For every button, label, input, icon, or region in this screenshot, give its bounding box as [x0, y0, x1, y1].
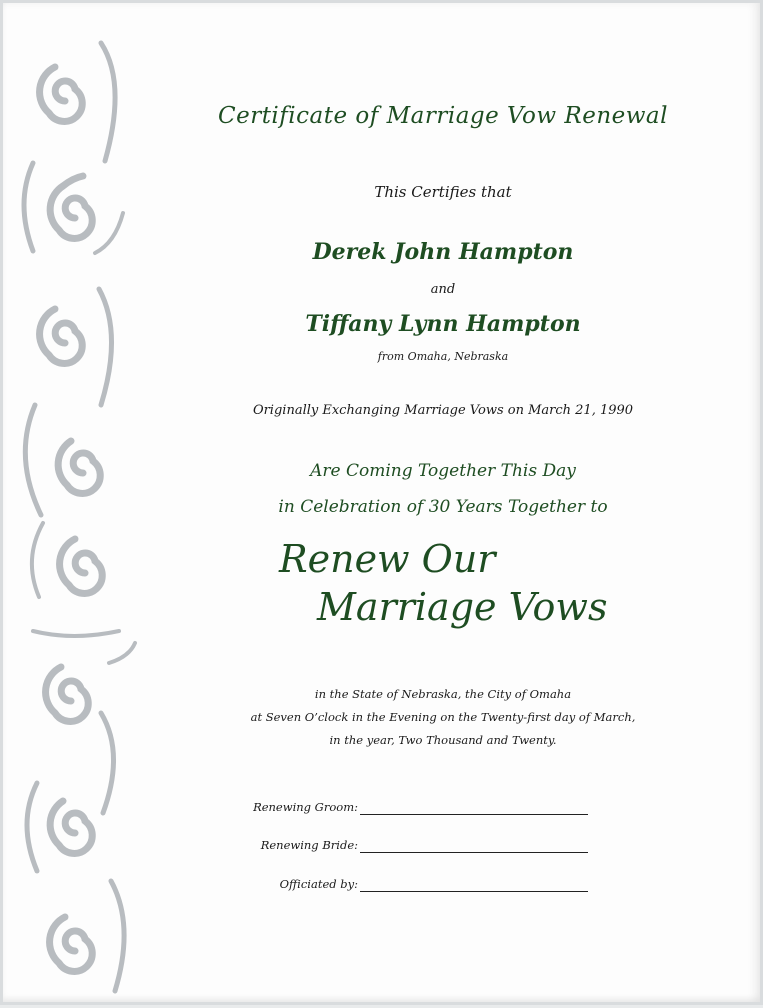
- renew-heading-line1: Renew Our: [279, 537, 496, 581]
- groom-signature-label: Renewing Groom:: [253, 800, 358, 814]
- bride-signature-row: [183, 838, 703, 856]
- certificate-content: [183, 3, 703, 1008]
- silver-swirl-border: [13, 13, 143, 998]
- officiant-signature-line: [360, 891, 588, 892]
- celebration-text: in Celebration of 30 Years Together to: [278, 497, 608, 517]
- ceremony-time: at Seven O’clock in the Evening on the Twenty-first day of March,: [250, 710, 636, 724]
- coming-together-text: Are Coming Together This Day: [310, 461, 576, 481]
- officiant-signature-row: [183, 877, 703, 895]
- certifies-text: This Certifies that: [374, 183, 512, 201]
- groom-signature-row: [183, 800, 703, 818]
- ceremony-location: in the State of Nebraska, the City of Omaha: [314, 687, 572, 701]
- bride-signature-line: [360, 852, 588, 853]
- original-date-text: Originally Exchanging Marriage Vows on March 21, 1990: [252, 403, 634, 418]
- ceremony-year: in the year, Two Thousand and Twenty.: [329, 733, 557, 747]
- ceremony-details: [183, 683, 703, 752]
- hometown-text: from Omaha, Nebraska: [377, 350, 509, 363]
- and-text: and: [430, 282, 456, 297]
- renew-heading-line2: Marriage Vows: [317, 585, 608, 629]
- bride-name: Tiffany Lynn Hampton: [305, 311, 581, 337]
- bride-signature-label: Renewing Bride:: [260, 838, 358, 852]
- groom-signature-line: [360, 814, 588, 815]
- certificate-title: Certificate of Marriage Vow Renewal: [217, 103, 669, 129]
- officiant-signature-label: Officiated by:: [279, 877, 358, 891]
- groom-name: Derek John Hampton: [312, 239, 574, 265]
